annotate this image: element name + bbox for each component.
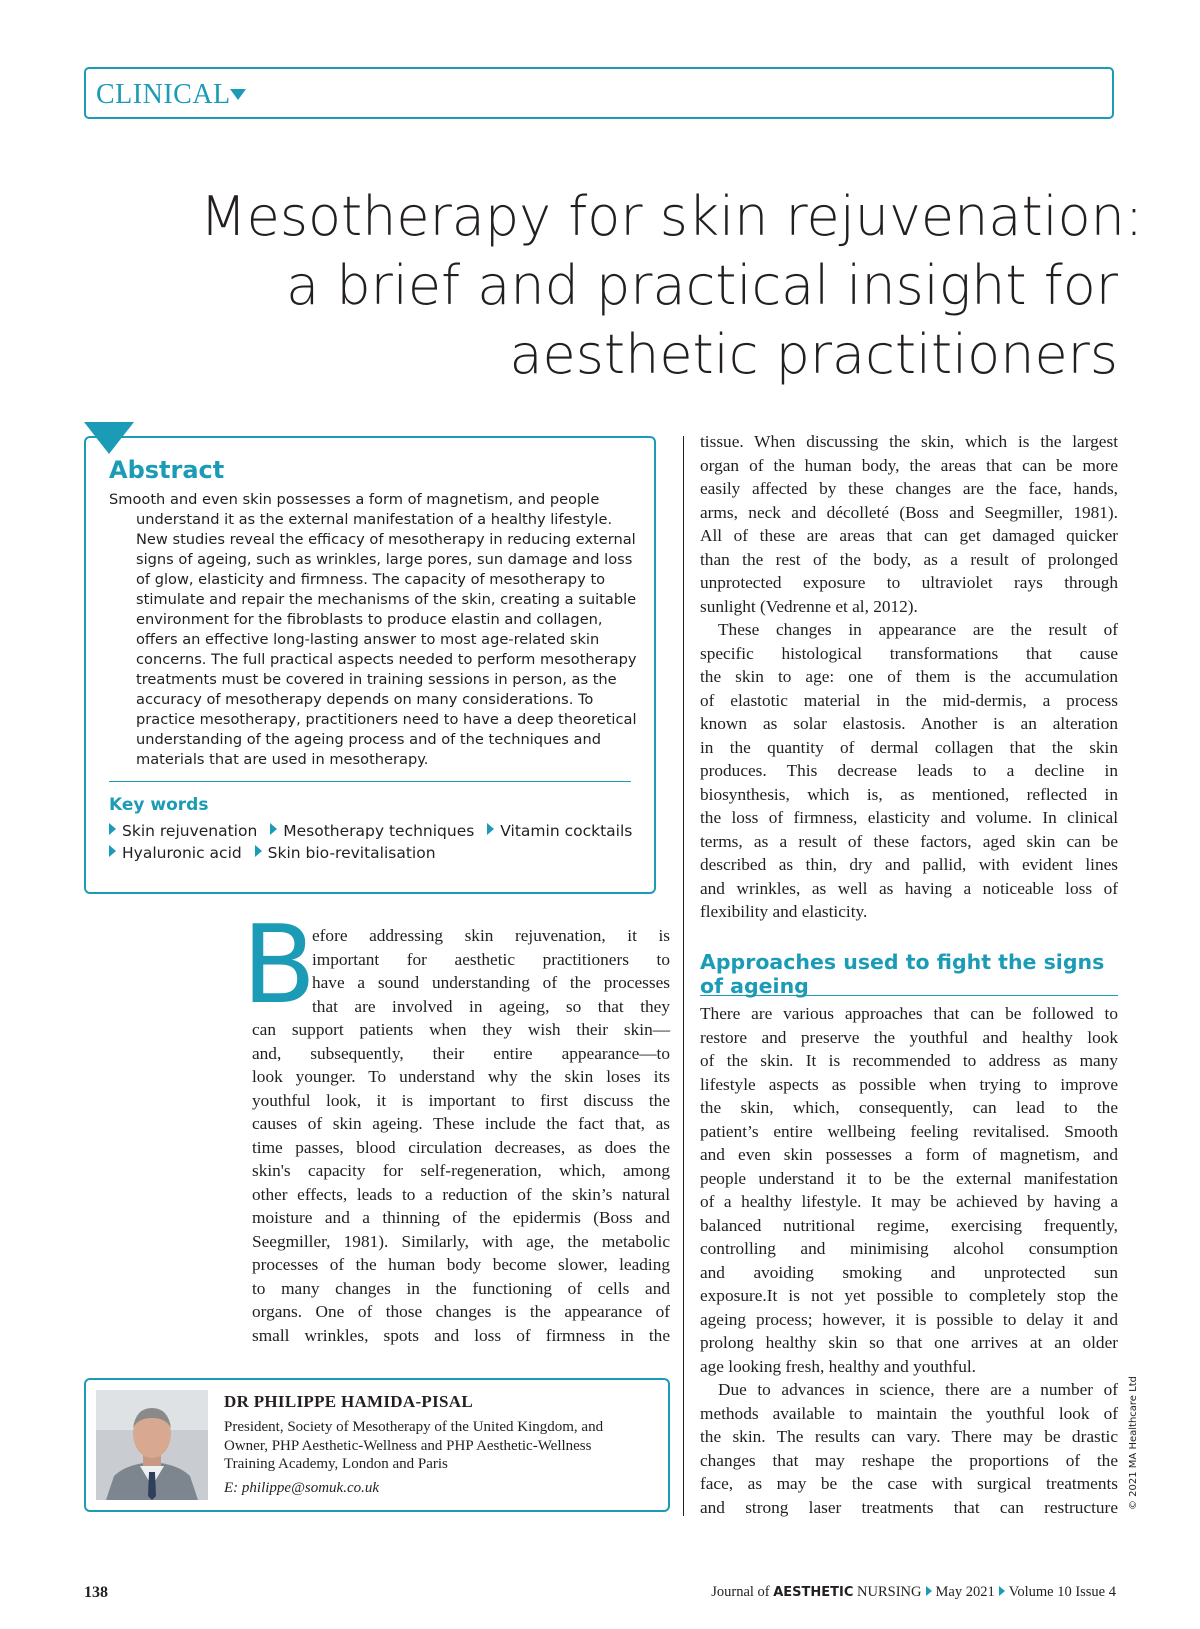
body-line: methods available to maintain the youthful look of — [700, 1403, 1118, 1423]
body-line: patient’s entire wellbeing feeling revitalised. Smooth — [700, 1121, 1118, 1141]
column-divider — [683, 436, 684, 1516]
abstract-line: stimulate and repair the mechanisms of the skin, creating a suitable — [136, 591, 637, 608]
arrow-right-icon — [487, 823, 494, 835]
keyword: Skin rejuvenation — [122, 822, 258, 840]
copyright-notice: © 2021 MA Healthcare Ltd — [1128, 1376, 1139, 1510]
body-line: and avoiding smoking and unprotected sun — [700, 1262, 1118, 1282]
journal-suffix: NURSING — [857, 1584, 922, 1600]
keywords-row — [109, 822, 640, 840]
subheading-line: Approaches used to fight the signs — [700, 950, 1105, 974]
issue-date: May 2021 — [935, 1584, 995, 1600]
body-line: flexibility and elasticity. — [700, 902, 868, 921]
author-desc-line: Owner, PHP Aesthetic-Wellness and PHP Aesthetic-Wellness — [224, 1437, 592, 1454]
abstract-text — [109, 490, 637, 770]
body-line: arms, neck and décolleté (Boss and Seegmiller, 1981). — [700, 502, 1118, 522]
abstract-line: environment for the fibroblasts to produce elastin and collagen, — [136, 611, 603, 628]
abstract-line: offers an effective long-lasting answer to most age-related skin — [136, 631, 600, 648]
divider — [700, 995, 1118, 996]
body-line: unprotected exposure to ultraviolet rays through — [700, 573, 1118, 592]
body-line: prolong healthy skin so that one arrives at an older — [700, 1333, 1118, 1352]
body-line: that are involved in ageing, so that they — [312, 996, 670, 1016]
body-line: than the rest of the body, as a result of prolonged — [700, 549, 1118, 569]
body-line: other effects, leads to a reduction of the skin’s natural — [252, 1184, 670, 1204]
body-line: can support patients when they wish their skin— — [252, 1020, 670, 1039]
body-line: the skin, which, consequently, can lead to the — [700, 1098, 1118, 1117]
author-description — [224, 1418, 603, 1474]
abstract-line: materials that are used in mesotherapy. — [136, 751, 429, 768]
author-name: DR PHILIPPE HAMIDA-PISAL — [224, 1392, 473, 1411]
body-line: exposure.It is not yet possible to completely stop the — [700, 1286, 1118, 1305]
arrow-right-icon — [926, 1586, 932, 1596]
arrow-right-icon — [999, 1586, 1005, 1596]
section-subheading — [700, 950, 1120, 998]
author-desc-line: Training Academy, London and Paris — [224, 1456, 448, 1472]
body-line: Due to advances in science, there are a number of — [718, 1380, 1118, 1399]
triangle-marker-icon — [84, 422, 134, 454]
subheading-line: of ageing — [700, 974, 809, 998]
body-line: the skin. The results can vary. There may be drastic — [700, 1427, 1118, 1446]
issue-volume: Volume 10 Issue 4 — [1008, 1584, 1116, 1600]
body-line: people understand it to be the external manifestation — [700, 1168, 1118, 1188]
body-line: changes that may reshape the proportions of the — [700, 1450, 1118, 1470]
body-line: lifestyle aspects as possible when trying to improve — [700, 1074, 1118, 1094]
body-line: ageing process; however, it is possible to delay it and — [700, 1309, 1118, 1329]
journal-prefix: Journal of — [711, 1584, 770, 1600]
author-photo — [96, 1390, 208, 1500]
page-number: 138 — [84, 1584, 108, 1601]
keywords-heading: Key words — [109, 795, 209, 815]
abstract-line: understand it as the external manifestation of a healthy lifestyle. — [136, 511, 613, 528]
drop-cap: B — [242, 903, 317, 1028]
caret-down-icon — [230, 89, 246, 100]
body-line: face, as may be the case with surgical treatments — [700, 1474, 1118, 1493]
body-line: tissue. When discussing the skin, which is the largest — [700, 432, 1118, 451]
title-line: aesthetic practitioners — [509, 323, 1118, 386]
abstract-line: understanding of the ageing process and of the techniques and — [136, 731, 601, 748]
body-line: small wrinkles, spots and loss of firmness in the — [252, 1325, 670, 1345]
body-line: of a healthy lifestyle. It may be achieved by having a — [700, 1192, 1118, 1211]
keyword: Mesotherapy techniques — [283, 822, 475, 840]
body-line: specific histological transformations that cause — [700, 643, 1118, 663]
abstract-line: treatments must be covered in training sessions in person, as the — [136, 671, 617, 688]
body-line: restore and preserve the youthful and healthy look — [700, 1027, 1118, 1047]
arrow-right-icon — [270, 823, 277, 835]
body-line: of the skin. It is recommended to address as many — [700, 1051, 1118, 1070]
body-line: and wrinkles, as well as having a noticeable loss of — [700, 878, 1118, 898]
body-line: controlling and minimising alcohol consumption — [700, 1239, 1118, 1258]
keywords-row — [109, 844, 444, 862]
arrow-right-icon — [109, 845, 116, 857]
journal-footer — [711, 1584, 1116, 1601]
body-line: skin's capacity for self-regeneration, which, among — [252, 1161, 670, 1180]
body-line: moisture and a thinning of the epidermis (Boss and — [252, 1208, 670, 1227]
body-line: have a sound understanding of the processes — [312, 973, 670, 992]
body-line: to many changes in the functioning of cells and — [252, 1278, 670, 1298]
body-right-top — [700, 430, 1118, 924]
abstract-heading: Abstract — [109, 456, 225, 484]
body-line: and even skin possesses a form of magnetism, and — [700, 1145, 1118, 1164]
body-line: processes of the human body become slower, leading — [252, 1255, 670, 1274]
body-line: youthful look, it is important to first discuss the — [252, 1090, 670, 1110]
body-line: biosynthesis, which is, as mentioned, reflected in — [700, 784, 1118, 804]
body-line: Seegmiller, 1981). Similarly, with age, the metabolic — [252, 1231, 670, 1251]
body-line: in the quantity of dermal collagen that the skin — [700, 737, 1118, 757]
body-line: the loss of firmness, elasticity and volume. In clinical — [700, 808, 1118, 827]
body-line: These changes in appearance are the result of — [718, 620, 1118, 639]
section-label: CLINICAL — [96, 79, 231, 110]
body-line: sunlight (Vedrenne et al, 2012). — [700, 596, 918, 616]
body-line: produces. This decrease leads to a decline in — [700, 761, 1118, 780]
keyword: Vitamin cocktails — [500, 822, 633, 840]
body-left-column — [252, 924, 670, 1347]
abstract-line: New studies reveal the efficacy of mesotherapy in reducing external — [136, 531, 636, 548]
abstract-line: concerns. The full practical aspects needed to perform mesotherapy — [136, 651, 637, 668]
body-line: known as solar elastosis. Another is an alteration — [700, 714, 1118, 733]
title-line: Mesotherapy for skin rejuvenation: — [200, 185, 1144, 248]
article-title — [200, 182, 1144, 389]
abstract-line: practice mesotherapy, practitioners need to have a deep theoretical — [136, 711, 637, 728]
body-line: look younger. To understand why the skin loses its — [252, 1067, 670, 1086]
body-line: terms, as a result of these factors, aged skin can be — [700, 831, 1118, 851]
abstract-line: Smooth and even skin possesses a form of magnetism, and people — [109, 491, 600, 508]
body-right-bottom — [700, 1002, 1118, 1519]
body-line: organ of the human body, the areas that can be more — [700, 455, 1118, 475]
body-line: organs. One of those changes is the appearance of — [252, 1302, 670, 1321]
body-line: described as thin, dry and pallid, with evident lines — [700, 855, 1118, 874]
body-line: time passes, blood circulation decreases, as does the — [252, 1137, 670, 1157]
body-line: easily affected by these changes are the face, hands, — [700, 479, 1118, 498]
body-line: and strong laser treatments that can restructure — [700, 1497, 1118, 1517]
abstract-line: signs of ageing, such as wrinkles, large pores, sun damage and loss — [136, 551, 633, 568]
author-portrait-icon — [96, 1390, 208, 1500]
title-line: a brief and practical insight for — [286, 254, 1118, 317]
body-line: causes of skin ageing. These include the fact that, as — [252, 1114, 670, 1133]
body-line: efore addressing skin rejuvenation, it is — [312, 926, 670, 945]
body-line: age looking fresh, healthy and youthful. — [700, 1356, 976, 1376]
keyword: Hyaluronic acid — [122, 844, 242, 862]
arrow-right-icon — [255, 845, 262, 857]
body-line: and, subsequently, their entire appearance—to — [252, 1043, 670, 1063]
body-line: All of these are areas that can get damaged quicker — [700, 526, 1118, 545]
divider — [109, 781, 631, 782]
body-line: of elastotic material in the mid-dermis, a process — [700, 690, 1118, 710]
author-email: E: philippe@somuk.co.uk — [224, 1480, 380, 1496]
body-line: the skin to age: one of them is the accumulation — [700, 667, 1118, 686]
abstract-line: accuracy of mesotherapy depends on many considerations. To — [136, 691, 594, 708]
arrow-right-icon — [109, 823, 116, 835]
body-line: important for aesthetic practitioners to — [312, 949, 670, 969]
body-line: There are various approaches that can be followed to — [700, 1004, 1118, 1023]
body-line: balanced nutritional regime, exercising frequently, — [700, 1215, 1118, 1235]
abstract-line: of glow, elasticity and firmness. The capacity of mesotherapy to — [136, 571, 606, 588]
section-header — [84, 67, 1114, 119]
author-desc-line: President, Society of Mesotherapy of the United Kingdom, and — [224, 1419, 604, 1435]
journal-bold: AESTHETIC — [773, 1585, 854, 1600]
keyword: Skin bio-revitalisation — [267, 844, 436, 862]
